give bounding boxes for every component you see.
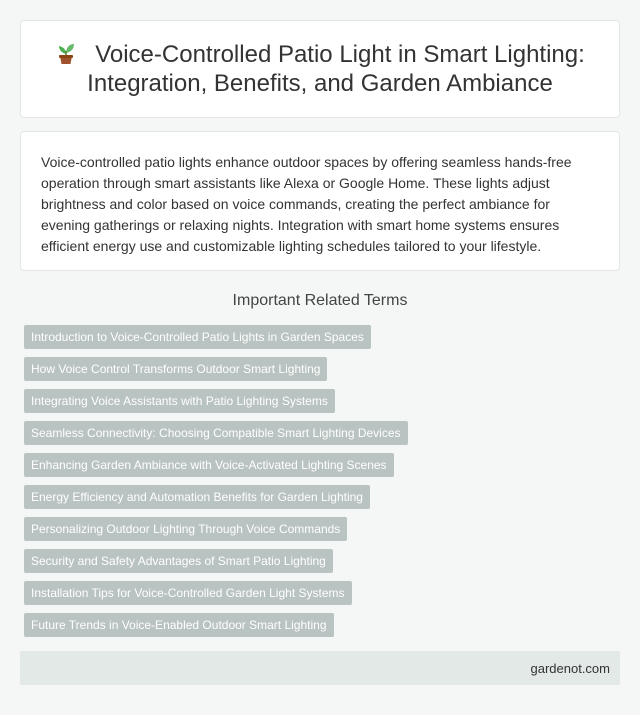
- page-title-text: Voice-Controlled Patio Light in Smart Lighting: Integration, Benefits, and Garden Ambiance: [87, 41, 585, 97]
- title-card: [20, 20, 620, 118]
- related-term-tag[interactable]: Integrating Voice Assistants with Patio Lighting Systems: [24, 389, 335, 413]
- related-term-tag[interactable]: Installation Tips for Voice-Controlled Garden Light Systems: [24, 581, 352, 605]
- related-term-tag[interactable]: Future Trends in Voice-Enabled Outdoor Smart Lighting: [24, 613, 334, 637]
- intro-card: [20, 131, 620, 271]
- related-terms-list: [24, 325, 408, 645]
- related-term-tag[interactable]: Enhancing Garden Ambiance with Voice-Activated Lighting Scenes: [24, 453, 394, 477]
- related-term-tag[interactable]: Energy Efficiency and Automation Benefits for Garden Lighting: [24, 485, 370, 509]
- related-terms-heading: Important Related Terms: [232, 292, 408, 309]
- seedling-icon: [55, 41, 77, 65]
- related-term-tag[interactable]: How Voice Control Transforms Outdoor Smart Lighting: [24, 357, 327, 381]
- related-term-tag[interactable]: Seamless Connectivity: Choosing Compatible Smart Lighting Devices: [24, 421, 408, 445]
- footer-bar: [20, 651, 620, 685]
- intro-paragraph: Voice-controlled patio lights enhance outdoor spaces by offering seamless hands-free operation through smart assistants like Alexa or Google Home. These lights adjust brightness and color based on voice commands, creating the perfect ambiance for evening gatherings or relaxing nights. Integration with smart home systems ensures efficient energy use and customizable lighting schedules tailored to your lifestyle.: [41, 154, 572, 254]
- footer-site-link[interactable]: gardenot.com: [530, 660, 610, 676]
- page-title: [40, 40, 600, 98]
- related-term-tag[interactable]: Introduction to Voice-Controlled Patio Lights in Garden Spaces: [24, 325, 371, 349]
- related-term-tag[interactable]: Personalizing Outdoor Lighting Through Voice Commands: [24, 517, 347, 541]
- related-term-tag[interactable]: Security and Safety Advantages of Smart Patio Lighting: [24, 549, 333, 573]
